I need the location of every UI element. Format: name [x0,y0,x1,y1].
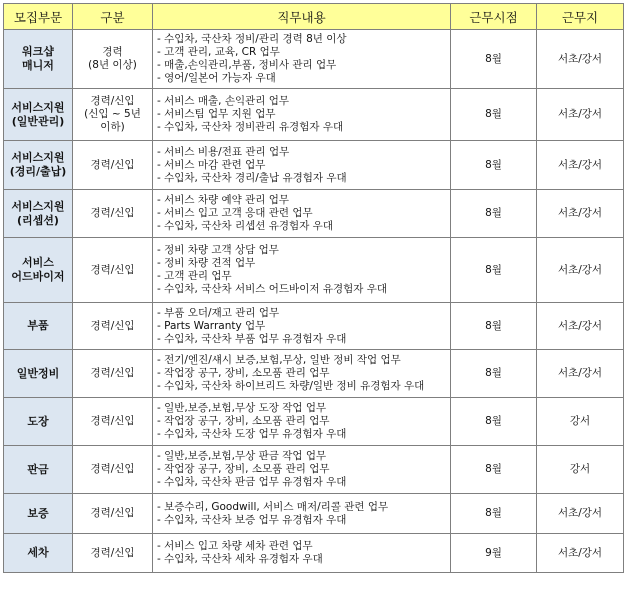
duty-line: - Parts Warranty 업무 [157,319,266,332]
category-line: 서비스 [22,256,54,269]
hours-cell: 8월 [451,190,537,238]
duty-line: - 정비 차량 고객 상담 업무 [157,244,279,256]
duty-line: - 보증수리, Goodwill, 서비스 매저/리콜 관련 업무 [157,500,389,513]
kind-cell [73,190,153,238]
duty-line: - 서비스 매출, 손익관리 업무 [157,95,290,107]
duty-line: - 영어/일본어 가능자 우대 [157,72,276,84]
location-cell: 강서 [537,398,624,446]
header-location: 근무지 [537,4,624,30]
duty-line: - 서비스 마감 관련 업무 [157,158,266,171]
duties-cell [153,238,451,303]
duty-line: - 수입차, 국산차 서비스 어드바이저 유경험자 우대 [157,283,388,295]
category-cell [4,141,73,190]
duties-cell [153,89,451,141]
duty-line: - 작업장 공구, 장비, 소모품 관리 업무 [157,463,330,475]
hours-cell: 9월 [451,534,537,573]
kind-cell [73,141,153,190]
category-cell [4,398,73,446]
duty-line: - 서비스팀 업무 지원 업무 [157,108,276,120]
duties-cell [153,494,451,534]
duty-line: - 서비스 차량 예약 관리 업무 [157,194,290,206]
duty-line: - 수입차, 국산차 세차 유경험자 우대 [157,553,323,565]
duty-line: - 매출,손익관리,부품, 정비사 관리 업무 [157,59,337,71]
kind-line: 경력/신입 [90,507,135,519]
category-line: 어드바이저 [11,270,65,283]
duties-cell [153,398,451,446]
hours-cell: 8월 [451,494,537,534]
location-cell: 서초/강서 [537,190,624,238]
location-cell: 서초/강서 [537,494,624,534]
category-line: (리셉션) [17,213,59,227]
category-line: 서비스지원 [11,151,65,164]
kind-line: (8년 이상) [88,59,137,71]
category-cell [4,534,73,573]
category-line: 서비스지원 [11,199,65,213]
table-row [4,350,624,398]
duty-line: - 수입차, 국산차 부품 업무 유경험자 우대 [157,332,347,345]
category-cell [4,190,73,238]
location-cell: 서초/강서 [537,141,624,190]
category-cell [4,494,73,534]
duty-line: - 서비스 입고 차량 세차 관련 업무 [157,540,313,552]
kind-cell [73,30,153,89]
category-line: 매니저 [22,59,54,72]
category-line: 일반정비 [16,366,60,380]
table-row [4,89,624,141]
duty-line: - 작업장 공구, 장비, 소모품 관리 업무 [157,415,330,427]
kind-line: 경력/신입 [90,158,135,171]
category-line: 워크샵 [22,45,54,58]
table-row [4,494,624,534]
duty-line: - 수입차, 국산차 경리/출납 유경험자 우대 [157,171,347,184]
kind-line: 경력/신입 [90,263,135,276]
table-row [4,303,624,350]
table-row [4,398,624,446]
duties-cell [153,141,451,190]
kind-cell [73,350,153,398]
kind-cell [73,398,153,446]
duty-line: - 일반,보증,보험,무상 도장 작업 업무 [157,402,327,414]
duty-line: - 수입차, 국산차 정비/관리 경력 8년 이상 [157,33,347,45]
location-cell: 서초/강서 [537,89,624,141]
table-row [4,238,624,303]
hours-cell: 8월 [451,398,537,446]
header-duties: 직무내용 [153,4,451,30]
duty-line: - 전기/엔진/섀시 보증,보험,무상, 일반 정비 작업 업무 [157,354,401,366]
location-cell: 서초/강서 [537,303,624,350]
header-hours: 근무시점 [451,4,537,30]
duties-cell [153,350,451,398]
kind-line: 경력/신입 [90,367,135,379]
category-cell [4,89,73,141]
kind-cell [73,534,153,573]
category-line: (일반관리) [11,114,65,128]
duty-line: - 부품 오더/재고 관리 업무 [157,306,280,319]
duties-cell [153,446,451,494]
duty-line: - 수입차, 국산차 리셉션 유경험자 우대 [157,220,333,232]
duty-line: - 수입차, 국산차 판금 업무 유경험자 우대 [157,476,347,488]
duty-line: - 수입차, 국산차 보증 업무 유경험자 우대 [157,513,347,526]
hours-cell: 8월 [451,141,537,190]
kind-cell [73,89,153,141]
duties-cell [153,303,451,350]
kind-line: 경력/신입 [90,95,135,107]
category-line: 세차 [27,546,49,559]
table-row [4,446,624,494]
duty-line: - 고객 관리 업무 [157,270,232,282]
category-line: 보증 [27,506,49,520]
header-category: 모집부문 [4,4,73,30]
recruitment-table-container [3,3,624,573]
duty-line: - 수입차, 국산차 정비관리 유경험자 우대 [157,121,344,133]
category-cell [4,30,73,89]
duty-line: - 작업장 공구, 장비, 소모품 관리 업무 [157,367,330,379]
category-cell [4,446,73,494]
kind-line: 경력/신입 [90,546,135,559]
hours-cell: 8월 [451,303,537,350]
category-line: 서비스지원 [11,100,65,114]
recruitment-table [3,3,624,573]
duty-line: - 수입차, 국산차 하이브리드 차량/일반 정비 유경험자 우대 [157,380,425,392]
duties-cell [153,30,451,89]
location-cell: 서초/강서 [537,534,624,573]
duty-line: - 서비스 입고 고객 응대 관련 업무 [157,207,313,219]
kind-cell [73,303,153,350]
duties-cell [153,534,451,573]
hours-cell: 8월 [451,350,537,398]
category-line: 판금 [27,462,49,476]
kind-cell [73,494,153,534]
table-row [4,30,624,89]
category-line: 부품 [27,319,49,332]
location-cell: 강서 [537,446,624,494]
duty-line: - 서비스 비용/전표 관리 업무 [157,145,290,158]
category-cell [4,350,73,398]
location-cell: 서초/강서 [537,238,624,303]
table-body [4,30,624,573]
table-row [4,534,624,573]
kind-line: (신입 ~ 5년 [84,108,141,120]
header-row [4,4,624,30]
kind-line: 이하) [100,121,125,133]
kind-line: 경력/신입 [90,207,135,219]
duty-line: - 일반,보증,보험,무상 판금 작업 업무 [157,450,327,462]
kind-line: 경력 [102,46,123,58]
kind-line: 경력/신입 [90,463,135,475]
hours-cell: 8월 [451,446,537,494]
location-cell: 서초/강서 [537,30,624,89]
category-cell [4,238,73,303]
kind-cell [73,446,153,494]
hours-cell: 8월 [451,30,537,89]
location-cell: 서초/강서 [537,350,624,398]
duties-cell [153,190,451,238]
duty-line: - 수입차, 국산차 도장 업무 유경험자 우대 [157,428,347,440]
table-row [4,190,624,238]
duty-line: - 정비 차량 견적 업무 [157,257,256,269]
category-line: (경리/출납) [9,165,67,178]
category-cell [4,303,73,350]
table-row [4,141,624,190]
kind-line: 경력/신입 [90,319,135,332]
hours-cell: 8월 [451,238,537,303]
category-line: 도장 [27,414,49,428]
header-kind: 구분 [73,4,153,30]
kind-line: 경력/신입 [90,415,135,427]
duty-line: - 고객 관리, 교육, CR 업무 [157,46,280,58]
hours-cell: 8월 [451,89,537,141]
kind-cell [73,238,153,303]
